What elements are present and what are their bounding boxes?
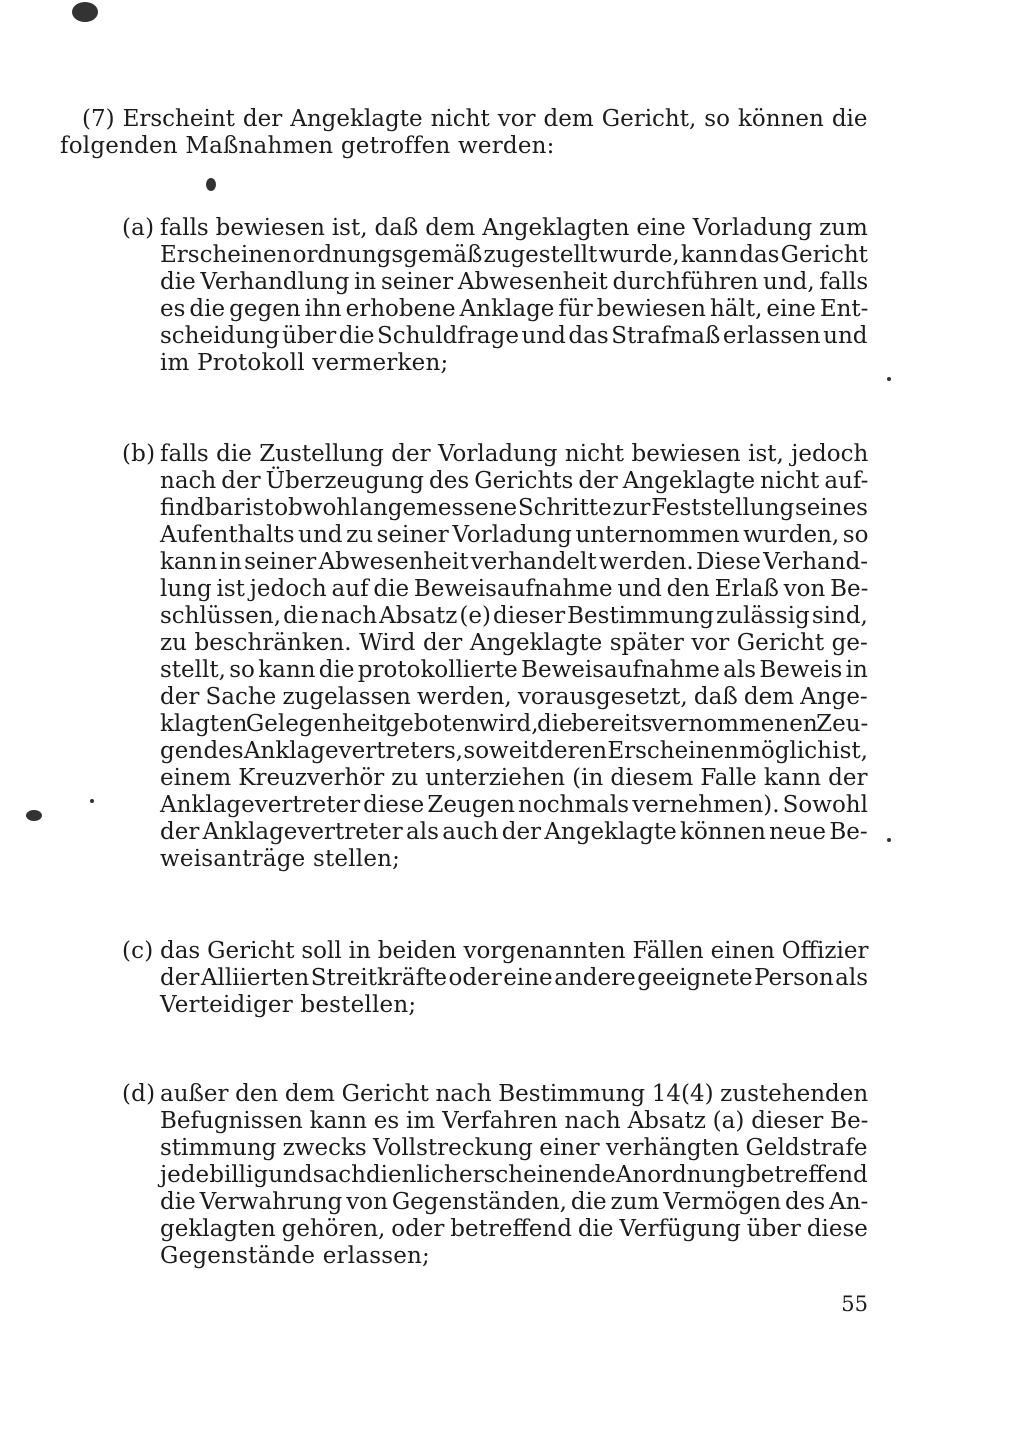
clause-label: (a)	[122, 215, 155, 241]
scan-speck	[26, 810, 42, 821]
text-line: klagten Gelegenheit geboten wird, die bereits vernommenen Zeu-	[160, 711, 869, 737]
scan-speck	[72, 2, 98, 22]
text-line: zu beschränken. Wird der Angeklagte später vor Gericht ge-	[160, 630, 868, 656]
clause-label: (c)	[122, 938, 154, 964]
text-line: Gegenstände erlassen;	[160, 1243, 431, 1269]
clause-body	[160, 1081, 868, 1270]
text-line: scheidung über die Schuldfrage und das Strafmaß erlassen und	[160, 323, 868, 349]
text-line: außer den dem Gericht nach Bestimmung 14(4) zustehenden	[160, 1081, 869, 1107]
text-line: geklagten gehören, oder betreffend die Verfügung über diese	[160, 1216, 868, 1242]
text-line: Anklagevertreter diese Zeugen nochmals vernehmen). Sowohl	[160, 792, 868, 818]
text-line: das Gericht soll in beiden vorgenannten Fällen einen Offizier	[160, 938, 869, 964]
text-line: es die gegen ihn erhobene Anklage für bewiesen hält, eine Ent-	[160, 296, 869, 322]
scan-speck	[90, 799, 94, 803]
text-line: stimmung zwecks Vollstreckung einer verhängten Geldstrafe	[160, 1135, 868, 1161]
page-number: 55	[841, 1292, 868, 1316]
clause-body	[160, 441, 868, 873]
clause-label: (b)	[122, 441, 156, 467]
text-line: Aufenthalts und zu seiner Vorladung unternommen wurden, so	[160, 522, 869, 548]
scan-speck	[206, 178, 216, 191]
text-line: gen des Anklagevertreters, soweit deren Erscheinen möglich ist,	[160, 738, 868, 764]
text-line: die Verhandlung in seiner Abwesenheit durchführen und, falls	[160, 269, 869, 295]
clause-body	[160, 938, 868, 1019]
text-line: Erscheinen ordnungsgemäß zugestellt wurde, kann das Gericht	[160, 242, 868, 268]
scan-speck	[887, 377, 891, 381]
text-line: der Sache zugelassen werden, vorausgesetzt, daß dem Ange-	[160, 684, 868, 710]
text-line: der Anklagevertreter als auch der Angeklagte können neue Be-	[160, 819, 868, 845]
clause-body	[160, 215, 868, 377]
scan-speck	[887, 838, 891, 842]
text-line: lung ist jedoch auf die Beweisaufnahme und den Erlaß von Be-	[160, 576, 869, 602]
text-line: nach der Überzeugung des Gerichts der Angeklagte nicht auf-	[160, 468, 869, 494]
text-line: kann in seiner Abwesenheit verhandelt werden. Diese Verhand-	[160, 549, 869, 575]
text-line: jede billig und sachdienlich erscheinende Anordnung betreffend	[160, 1162, 868, 1188]
paragraph-7-intro	[60, 106, 868, 160]
text-line: findbar ist obwohl angemessene Schritte zur Feststellung seines	[160, 495, 868, 521]
text-line: (7) Erscheint der Angeklagte nicht vor dem Gericht, so können die	[82, 106, 868, 132]
text-line: schlüssen, die nach Absatz (e) dieser Bestimmung zulässig sind,	[160, 603, 868, 629]
text-line: im Protokoll vermerken;	[160, 350, 449, 376]
text-line: falls bewiesen ist, daß dem Angeklagten eine Vorladung zum	[160, 215, 868, 241]
text-line: die Verwahrung von Gegenständen, die zum Vermögen des An-	[160, 1189, 869, 1215]
text-line: Befugnissen kann es im Verfahren nach Absatz (a) dieser Be-	[160, 1108, 869, 1134]
text-line: stellt, so kann die protokollierte Beweisaufnahme als Beweis in	[160, 657, 868, 683]
text-line: Verteidiger bestellen;	[160, 992, 417, 1018]
clause-label: (d)	[122, 1081, 156, 1107]
text-line: weisanträge stellen;	[160, 846, 401, 872]
text-line: der Alliierten Streitkräfte oder eine andere geeignete Person als	[160, 965, 869, 991]
text-line: einem Kreuzverhör zu unterziehen (in diesem Falle kann der	[160, 765, 868, 791]
text-line: folgenden Maßnahmen getroffen werden:	[60, 133, 555, 159]
text-line: falls die Zustellung der Vorladung nicht bewiesen ist, jedoch	[160, 441, 869, 467]
